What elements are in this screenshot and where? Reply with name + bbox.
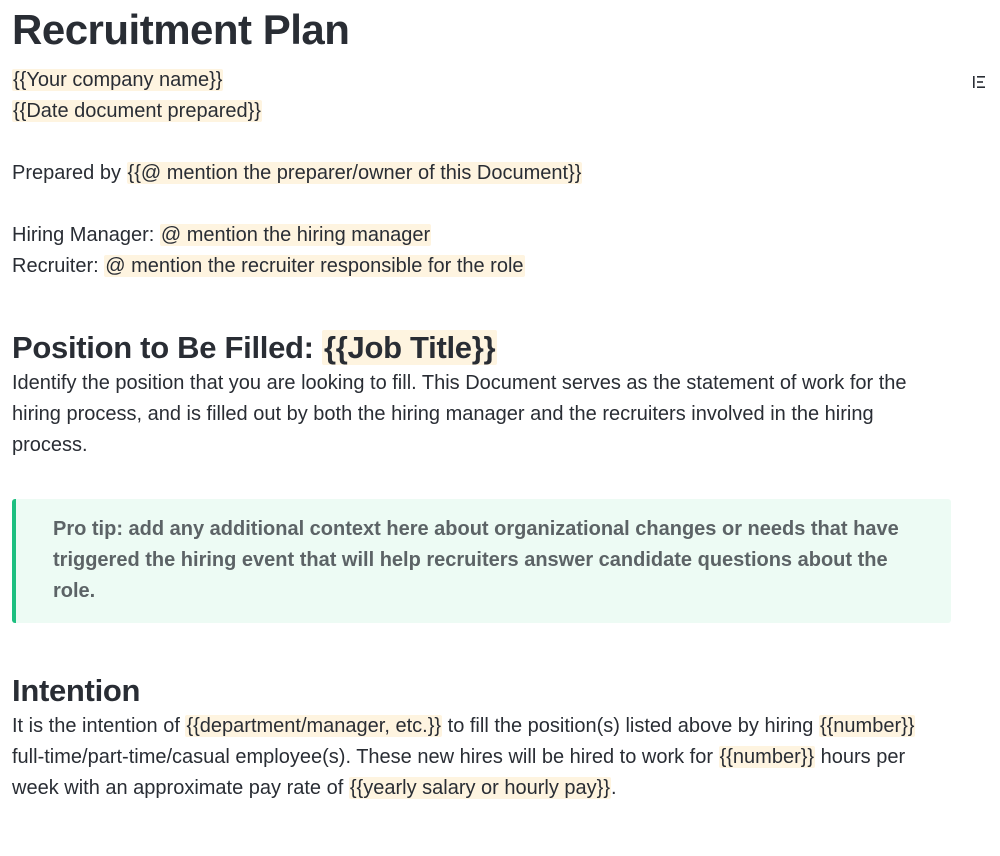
- document-body: [12, 0, 952, 804]
- prepared-by-line: [12, 158, 952, 189]
- intention-text-5: .: [611, 777, 617, 799]
- page-title: Recruitment Plan: [12, 6, 350, 53]
- pay-rate-placeholder[interactable]: {{yearly salary or hourly pay}}: [349, 777, 611, 799]
- pro-tip-text: Pro tip: add any additional context here about organizational changes or needs that have triggered the hiring event that will help recruiters answer candidate questions about the role.: [53, 518, 899, 602]
- intention-heading: Intention: [12, 673, 141, 708]
- position-heading-label: Position to Be Filled:: [12, 330, 322, 365]
- date-line: [12, 96, 952, 127]
- recruiter-placeholder[interactable]: @ mention the recruiter responsible for the role: [105, 255, 524, 277]
- prepared-by-placeholder[interactable]: {{@ mention the preparer/owner of this Document}}: [127, 162, 582, 184]
- position-heading: [12, 328, 952, 368]
- hours-placeholder[interactable]: {{number}}: [719, 746, 815, 768]
- company-name-placeholder[interactable]: {{Your company name}}: [13, 69, 223, 91]
- hiring-manager-line: [12, 220, 952, 251]
- position-description: Identify the position that you are looking to fill. This Document serves as the statement of work for the hiring process, and is filled out by both the hiring manager and the recruiters involved in the hiring process.: [12, 372, 907, 456]
- date-placeholder[interactable]: {{Date document prepared}}: [13, 100, 261, 122]
- table-of-contents-icon[interactable]: [972, 74, 986, 90]
- hiring-manager-placeholder[interactable]: @ mention the hiring manager: [160, 224, 431, 246]
- company-name-line: [12, 65, 952, 96]
- employee-count-placeholder[interactable]: {{number}}: [819, 715, 915, 737]
- hiring-manager-label: Hiring Manager:: [12, 224, 160, 246]
- intention-text-4: hours per week with an approximate pay rate of: [12, 746, 906, 799]
- department-placeholder[interactable]: {{department/manager, etc.}}: [186, 715, 442, 737]
- recruiter-label: Recruiter:: [12, 255, 105, 277]
- prepared-by-label: Prepared by: [12, 162, 127, 184]
- intention-text-2: to fill the position(s) listed above by hiring: [442, 715, 819, 737]
- pro-tip-callout: [12, 499, 951, 623]
- recruiter-line: [12, 251, 952, 282]
- intention-paragraph: [12, 711, 952, 804]
- intention-text-3: full-time/part-time/casual employee(s). These new hires will be hired to work for: [12, 746, 719, 768]
- job-title-placeholder[interactable]: {{Job Title}}: [324, 330, 496, 365]
- intention-text-1: It is the intention of: [12, 715, 186, 737]
